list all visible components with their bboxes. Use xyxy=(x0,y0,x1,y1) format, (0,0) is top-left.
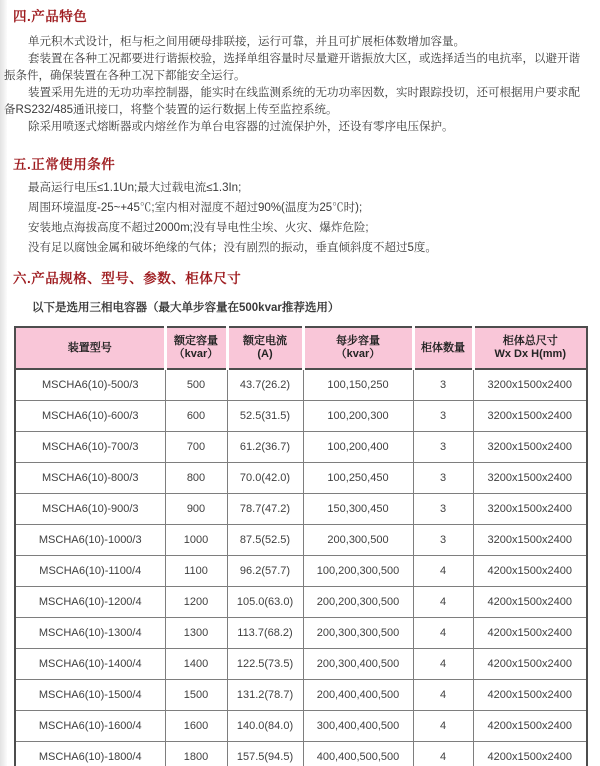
cell-model: MSCHA6(10)-1100/4 xyxy=(15,556,165,587)
cell-rated-current-a: 70.0(42.0) xyxy=(227,463,303,494)
cell-rated-capacity-kvar: 1800 xyxy=(165,742,227,766)
cell-rated-capacity-kvar: 900 xyxy=(165,494,227,525)
section-conditions-body xyxy=(4,178,592,258)
spec-table-row xyxy=(15,525,587,556)
spec-table-row xyxy=(15,401,587,432)
cell-rated-capacity-kvar: 500 xyxy=(165,369,227,401)
cell-cabinet-count: 3 xyxy=(413,432,473,463)
feature-paragraph: 除采用喷逐式熔断器或内熔丝作为单台电容器的过流保护外，还设有零序电压保护。 xyxy=(28,121,454,133)
feature-paragraph: 单元积木式设计，柜与柜之间用硬母排联接，运行可靠，并且可扩展柜体数增加容量。 xyxy=(28,36,465,48)
cell-rated-capacity-kvar: 1200 xyxy=(165,587,227,618)
cell-step-capacity-kvar: 200,200,300,500 xyxy=(303,587,413,618)
cell-cabinet-count: 4 xyxy=(413,711,473,742)
cell-rated-capacity-kvar: 1600 xyxy=(165,711,227,742)
cell-rated-current-a: 157.5(94.5) xyxy=(227,742,303,766)
cell-cabinet-size-mm: 4200x1500x2400 xyxy=(473,618,587,649)
cell-model: MSCHA6(10)-500/3 xyxy=(15,369,165,401)
cell-step-capacity-kvar: 100,200,300,500 xyxy=(303,556,413,587)
cell-cabinet-size-mm: 4200x1500x2400 xyxy=(473,711,587,742)
cell-step-capacity-kvar: 300,400,400,500 xyxy=(303,711,413,742)
spec-table-row xyxy=(15,649,587,680)
cell-cabinet-count: 3 xyxy=(413,369,473,401)
cell-step-capacity-kvar: 200,400,400,500 xyxy=(303,680,413,711)
cell-step-capacity-kvar: 400,400,500,500 xyxy=(303,742,413,766)
cell-cabinet-size-mm: 4200x1500x2400 xyxy=(473,742,587,766)
cell-cabinet-size-mm: 4200x1500x2400 xyxy=(473,556,587,587)
cell-model: MSCHA6(10)-600/3 xyxy=(15,401,165,432)
cell-rated-current-a: 140.0(84.0) xyxy=(227,711,303,742)
cell-cabinet-count: 3 xyxy=(413,401,473,432)
cell-model: MSCHA6(10)-1300/4 xyxy=(15,618,165,649)
cell-cabinet-count: 4 xyxy=(413,742,473,766)
cell-rated-current-a: 52.5(31.5) xyxy=(227,401,303,432)
column-header-model: 装置型号 xyxy=(15,327,165,369)
spec-table-row xyxy=(15,711,587,742)
cell-model: MSCHA6(10)-1200/4 xyxy=(15,587,165,618)
section-conditions-heading: 五.正常使用条件 xyxy=(13,157,116,172)
column-header-rated-current-a: 额定电流 (A) xyxy=(227,327,303,369)
cell-cabinet-size-mm: 3200x1500x2400 xyxy=(473,525,587,556)
column-header-cabinet-count: 柜体数量 xyxy=(413,327,473,369)
cell-cabinet-size-mm: 3200x1500x2400 xyxy=(473,401,587,432)
cell-rated-capacity-kvar: 700 xyxy=(165,432,227,463)
cell-step-capacity-kvar: 100,200,300 xyxy=(303,401,413,432)
feature-paragraph: 套装置在各种工况都要进行谐振校验，选择单组容量时尽量避开谐振放大区，或选择适当的电抗率，以避开谐振条件，确保装置在各种工况下都能安全运行。 xyxy=(4,53,580,82)
cell-cabinet-count: 3 xyxy=(413,525,473,556)
spec-table-row xyxy=(15,680,587,711)
spec-table-row xyxy=(15,432,587,463)
cell-step-capacity-kvar: 100,250,450 xyxy=(303,463,413,494)
section-specs-heading: 六.产品规格、型号、参数、柜体尺寸 xyxy=(13,271,242,286)
section-features-body xyxy=(4,34,592,136)
cell-rated-current-a: 131.2(78.7) xyxy=(227,680,303,711)
spec-table-row xyxy=(15,618,587,649)
cell-model: MSCHA6(10)-900/3 xyxy=(15,494,165,525)
condition-line: 周围环境温度-25~+45℃;室内相对湿度不超过90%(温度为25℃时); xyxy=(28,202,363,214)
cell-model: MSCHA6(10)-1600/4 xyxy=(15,711,165,742)
cell-rated-current-a: 61.2(36.7) xyxy=(227,432,303,463)
cell-rated-current-a: 43.7(26.2) xyxy=(227,369,303,401)
cell-step-capacity-kvar: 100,200,400 xyxy=(303,432,413,463)
cell-rated-current-a: 78.7(47.2) xyxy=(227,494,303,525)
cell-model: MSCHA6(10)-1000/3 xyxy=(15,525,165,556)
cell-step-capacity-kvar: 200,300,400,500 xyxy=(303,649,413,680)
cell-cabinet-count: 3 xyxy=(413,463,473,494)
column-header-rated-capacity-kvar: 额定容量 （kvar） xyxy=(165,327,227,369)
cell-cabinet-size-mm: 3200x1500x2400 xyxy=(473,494,587,525)
cell-step-capacity-kvar: 200,300,300,500 xyxy=(303,618,413,649)
spec-table-row xyxy=(15,494,587,525)
spec-table-intro: 以下是选用三相电容器（最大单步容量在500kvar推荐选用） xyxy=(32,302,340,314)
cell-rated-capacity-kvar: 1000 xyxy=(165,525,227,556)
condition-line: 最高运行电压≤1.1Un;最大过载电流≤1.3In; xyxy=(28,182,242,194)
cell-step-capacity-kvar: 150,300,450 xyxy=(303,494,413,525)
spec-table-body xyxy=(15,369,587,766)
cell-cabinet-count: 4 xyxy=(413,618,473,649)
cell-cabinet-size-mm: 4200x1500x2400 xyxy=(473,680,587,711)
condition-line: 没有足以腐蚀金属和破坏绝缘的气体；没有剧烈的振动，垂直倾斜度不超过5度。 xyxy=(28,242,437,254)
cell-cabinet-size-mm: 4200x1500x2400 xyxy=(473,587,587,618)
cell-rated-capacity-kvar: 1300 xyxy=(165,618,227,649)
cell-cabinet-size-mm: 3200x1500x2400 xyxy=(473,432,587,463)
cell-step-capacity-kvar: 100,150,250 xyxy=(303,369,413,401)
spec-table-head-row xyxy=(15,327,587,369)
cell-cabinet-size-mm: 4200x1500x2400 xyxy=(473,649,587,680)
cell-cabinet-size-mm: 3200x1500x2400 xyxy=(473,369,587,401)
section-features-heading: 四.产品特色 xyxy=(13,9,88,24)
cell-cabinet-size-mm: 3200x1500x2400 xyxy=(473,463,587,494)
spec-table-row xyxy=(15,369,587,401)
cell-rated-capacity-kvar: 600 xyxy=(165,401,227,432)
cell-cabinet-count: 4 xyxy=(413,587,473,618)
column-header-step-capacity-kvar: 每步容量 （kvar） xyxy=(303,327,413,369)
cell-cabinet-count: 4 xyxy=(413,680,473,711)
spec-table-row xyxy=(15,463,587,494)
cell-rated-current-a: 87.5(52.5) xyxy=(227,525,303,556)
cell-cabinet-count: 4 xyxy=(413,649,473,680)
cell-rated-capacity-kvar: 800 xyxy=(165,463,227,494)
cell-rated-current-a: 113.7(68.2) xyxy=(227,618,303,649)
cell-model: MSCHA6(10)-1400/4 xyxy=(15,649,165,680)
cell-rated-current-a: 122.5(73.5) xyxy=(227,649,303,680)
spec-table-row xyxy=(15,556,587,587)
feature-paragraph: 装置采用先进的无功功率控制器，能实时在线监测系统的无功功率因数，实时跟踪投切，还可根据用户要求配备RS232/485通讯接口，将整个装置的运行数据上传至监控系统。 xyxy=(4,87,580,116)
cell-rated-current-a: 96.2(57.7) xyxy=(227,556,303,587)
cell-model: MSCHA6(10)-1800/4 xyxy=(15,742,165,766)
spec-table xyxy=(14,326,588,766)
spec-table-row xyxy=(15,742,587,766)
cell-step-capacity-kvar: 200,300,500 xyxy=(303,525,413,556)
cell-rated-capacity-kvar: 1400 xyxy=(165,649,227,680)
cell-rated-current-a: 105.0(63.0) xyxy=(227,587,303,618)
condition-line: 安装地点海拔高度不超过2000m;没有导电性尘埃、火灾、爆炸危险; xyxy=(28,222,369,234)
cell-model: MSCHA6(10)-700/3 xyxy=(15,432,165,463)
spec-table-row xyxy=(15,587,587,618)
cell-model: MSCHA6(10)-1500/4 xyxy=(15,680,165,711)
cell-rated-capacity-kvar: 1500 xyxy=(165,680,227,711)
cell-cabinet-count: 4 xyxy=(413,556,473,587)
cell-model: MSCHA6(10)-800/3 xyxy=(15,463,165,494)
cell-cabinet-count: 3 xyxy=(413,494,473,525)
cell-rated-capacity-kvar: 1100 xyxy=(165,556,227,587)
column-header-cabinet-size-mm: 柜体总尺寸 Wx Dx H(mm) xyxy=(473,327,587,369)
